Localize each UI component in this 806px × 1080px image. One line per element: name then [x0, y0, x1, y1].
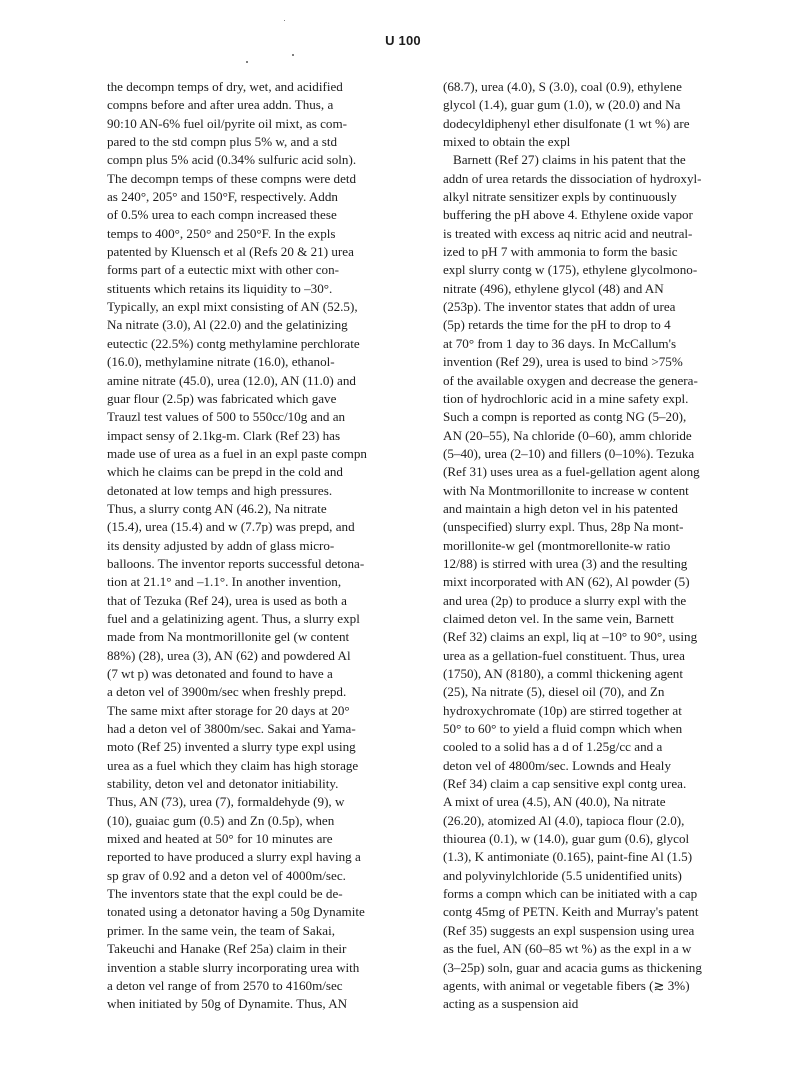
text-line: Takeuchi and Hanake (Ref 25a) claim in their — [107, 941, 347, 957]
text-line: (1.3), K antimoniate (0.165), paint-fine Al (1.5) — [443, 849, 693, 865]
text-line: 12/88) is stirred with urea (3) and the resulting — [443, 555, 688, 571]
text-line: addn of urea retards the dissociation of hydroxyl- — [443, 170, 702, 186]
text-line: alkyl nitrate sensitizer expls by continuously — [443, 189, 677, 205]
text-line: stability, deton vel and detonator initiability. — [107, 776, 339, 792]
scan-speck — [292, 54, 294, 56]
text-line: agents, with animal or vegetable fibers (≳ 3%) — [443, 977, 690, 993]
text-line: at 70° from 1 day to 36 days. In McCallum's — [443, 335, 677, 351]
text-line: reported to have produced a slurry expl having a — [107, 849, 361, 865]
text-line: Trauzl test values of 500 to 550cc/10g and an — [107, 409, 346, 425]
text-line: (16.0), methylamine nitrate (16.0), ethanol- — [107, 354, 335, 370]
text-line: detonated at low temps and high pressures. — [107, 482, 333, 498]
text-line: Barnett (Ref 27) claims in his patent that the — [453, 152, 686, 168]
text-line: A mixt of urea (4.5), AN (40.0), Na nitrate — [443, 794, 666, 810]
text-line: (25), Na nitrate (5), diesel oil (70), and Zn — [443, 684, 665, 700]
text-line: cooled to a solid has a d of 1.25g/cc and a — [443, 739, 663, 755]
text-line: the decompn temps of dry, wet, and acidified — [107, 79, 343, 94]
text-line: The inventors state that the expl could be de- — [107, 886, 343, 902]
text-line: 50° to 60° to yield a fluid compn which when — [443, 721, 683, 737]
text-line: dodecyldiphenyl ether disulfonate (1 wt %) are — [443, 115, 690, 131]
text-line: morillonite-w gel (montmorellonite-w ratio — [443, 537, 671, 553]
text-line: eutectic (22.5%) contg methylamine perchlorate — [107, 335, 360, 351]
text-line: claimed deton vel. In the same vein, Barnett — [443, 610, 674, 626]
text-line: mixed and heated at 50° for 10 minutes are — [107, 831, 333, 847]
text-line: which he claims can be prepd in the cold and — [107, 464, 343, 480]
text-line: thiourea (0.1), w (14.0), guar gum (0.6), glycol — [443, 831, 690, 847]
text-line: patented by Kluensch et al (Refs 20 & 21) urea — [107, 244, 354, 260]
text-line: AN (20–55), Na chloride (0–60), amm chloride — [443, 427, 692, 443]
text-line: (Ref 31) uses urea as a fuel-gellation agent along — [443, 464, 700, 480]
text-line: (1750), AN (8180), a comml thickening agent — [443, 666, 683, 681]
scan-speck — [246, 61, 248, 63]
text-line: The decompn temps of these compns were detd — [107, 170, 357, 186]
text-line: (Ref 32) claims an expl, liq at –10° to 90°, using — [443, 629, 698, 645]
text-line: moto (Ref 25) invented a slurry type expl using — [107, 739, 356, 755]
text-line: forms part of a eutectic mixt with other con- — [107, 262, 339, 278]
text-line: contg 45mg of PETN. Keith and Murray's patent — [443, 904, 699, 920]
text-line: forms a compn which can be initiated with a cap — [443, 886, 698, 902]
text-line: a deton vel of 3900m/sec when freshly prepd. — [107, 684, 347, 700]
text-line: (10), guaiac gum (0.5) and Zn (0.5p), when — [107, 812, 335, 828]
text-line: tion at 21.1° and –1.1°. In another invention, — [107, 574, 342, 590]
text-line: Thus, AN (73), urea (7), formaldehyde (9), w — [107, 794, 345, 810]
text-line: with Na Montmorillonite to increase w content — [443, 482, 689, 498]
text-line: and maintain a high deton vel in his patented — [443, 500, 678, 516]
text-line: (7 wt p) was detonated and found to have a — [107, 666, 333, 681]
text-line: mixed to obtain the expl — [443, 134, 571, 150]
text-line: compn plus 5% acid (0.34% sulfuric acid soln). — [107, 152, 357, 168]
text-line: Thus, a slurry contg AN (46.2), Na nitrate — [107, 500, 327, 516]
text-line: buffering the pH above 4. Ethylene oxide vapor — [443, 207, 693, 223]
text-line: invention a stable slurry incorporating urea with — [107, 959, 360, 975]
text-line: (15.4), urea (15.4) and w (7.7p) was prepd, and — [107, 519, 355, 535]
text-line: Such a compn is reported as contg NG (5–20), — [443, 409, 687, 425]
text-line: stituents which retains its liquidity to –30°. — [107, 280, 333, 296]
text-line: tion of hydrochloric acid in a mine safety expl. — [443, 390, 689, 406]
text-line: that of Tezuka (Ref 24), urea is used as both a — [107, 592, 347, 608]
text-line: 88%) (28), urea (3), AN (62) and powdered Al — [107, 647, 351, 663]
text-line: made use of urea as a fuel in an expl paste compn — [107, 445, 367, 461]
scan-speck — [284, 20, 285, 21]
text-line: (68.7), urea (4.0), S (3.0), coal (0.9), ethylene — [443, 79, 682, 94]
text-line: urea as a fuel which they claim has high storage — [107, 757, 359, 773]
text-line: amine nitrate (45.0), urea (12.0), AN (11.0) and — [107, 372, 356, 388]
text-line: (26.20), atomized Al (4.0), tapioca flour (2.0), — [443, 812, 685, 828]
text-line: impact sensy of 2.1kg-m. Clark (Ref 23) has — [107, 427, 341, 443]
text-line: 90:10 AN-6% fuel oil/pyrite oil mixt, as com- — [107, 115, 348, 131]
text-line: Na nitrate (3.0), Al (22.0) and the gelatinizing — [107, 317, 348, 333]
text-line: of 0.5% urea to each compn increased these — [107, 207, 337, 223]
text-line: primer. In the same vein, the team of Sakai, — [107, 922, 335, 938]
text-line: compns before and after urea addn. Thus, a — [107, 97, 334, 113]
text-line: is treated with excess aq nitric acid and neutral- — [443, 225, 693, 241]
text-line: hydroxychromate (10p) are stirred together at — [443, 702, 682, 718]
text-line: a deton vel range of from 2570 to 4160m/sec — [107, 977, 343, 993]
text-line: (3–25p) soln, guar and acacia gums as thickening — [443, 959, 702, 975]
text-line: as the fuel, AN (60–85 wt %) as the expl in a w — [443, 941, 692, 957]
text-line: acting as a suspension aid — [443, 996, 579, 1012]
text-line: guar flour (2.5p) was fabricated which gave — [107, 390, 337, 406]
text-line: its density adjusted by addn of glass micro- — [107, 537, 335, 553]
text-line: and urea (2p) to produce a slurry expl with the — [443, 592, 687, 608]
text-line: balloons. The inventor reports successful detona- — [107, 555, 365, 571]
text-line: (253p). The inventor states that addn of urea — [443, 299, 676, 315]
text-line: (5–40), urea (2–10) and fillers (0–10%). Tezuka — [443, 445, 695, 461]
text-line: urea as a gellation-fuel constituent. Thus, urea — [443, 647, 685, 663]
text-line: and polyvinylchloride (5.5 unidentified units) — [443, 867, 682, 883]
text-line: (5p) retards the time for the pH to drop to 4 — [443, 317, 671, 333]
text-line: sp grav of 0.92 and a deton vel of 4000m/sec. — [107, 867, 346, 883]
text-line: mixt incorporated with AN (62), Al powder (5) — [443, 574, 690, 590]
text-line: temps to 400°, 250° and 250°F. In the expls — [107, 225, 336, 241]
text-line: (Ref 35) suggests an expl suspension using urea — [443, 922, 695, 938]
text-line: had a deton vel of 3800m/sec. Sakai and Yama- — [107, 721, 356, 737]
text-line: nitrate (496), ethylene glycol (48) and AN — [443, 280, 664, 296]
text-line: invention (Ref 29), urea is used to bind >75% — [443, 354, 683, 370]
text-line: glycol (1.4), guar gum (1.0), w (20.0) and Na — [443, 97, 681, 113]
right-text-column — [443, 78, 769, 1014]
text-line: (unspecified) slurry expl. Thus, 28p Na mont- — [443, 519, 684, 535]
text-line: made from Na montmorillonite gel (w content — [107, 629, 350, 645]
text-line: as 240°, 205° and 150°F, respectively. Addn — [107, 189, 338, 205]
text-line: pared to the std compn plus 5% w, and a std — [107, 134, 338, 150]
text-line: tonated using a detonator having a 50g Dynamite — [107, 904, 365, 920]
text-line: when initiated by 50g of Dynamite. Thus, AN — [107, 996, 348, 1012]
text-line: deton vel of 4800m/sec. Lownds and Healy — [443, 757, 671, 773]
text-line: Typically, an expl mixt consisting of AN (52.5), — [107, 299, 358, 315]
text-line: of the available oxygen and decrease the genera- — [443, 372, 698, 388]
page-number: U 100 — [385, 33, 421, 48]
text-line: The same mixt after storage for 20 days at 20° — [107, 702, 350, 718]
text-line: (Ref 34) claim a cap sensitive expl contg urea. — [443, 776, 687, 792]
text-line: expl slurry contg w (175), ethylene glycolmono- — [443, 262, 698, 278]
text-line: fuel and a gelatinizing agent. Thus, a slurry expl — [107, 610, 360, 626]
text-line: ized to pH 7 with ammonia to form the basic — [443, 244, 678, 260]
left-text-column — [107, 78, 433, 1014]
